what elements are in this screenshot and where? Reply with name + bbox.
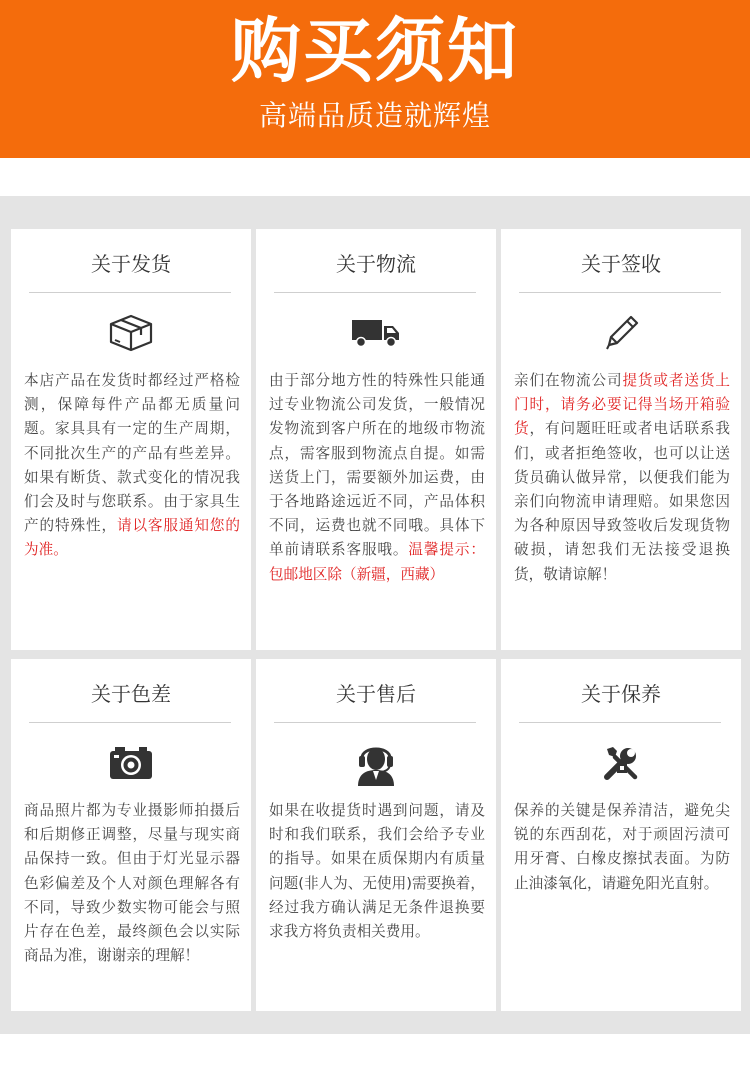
divider [519,722,721,723]
pencil-icon [501,305,741,361]
card-title: 关于物流 [336,252,416,276]
color-difference-card [11,659,251,1011]
box-icon [11,305,251,361]
card-text: 商品照片都为专业摄影师拍摄后和后期修正调整，尽量与现实商品保持一致。但由于灯光显示器色彩偏差及个人对颜色理解各有不同，导致少数实物可能会与照片存在色差，最终颜色会以实际商品为准，谢谢亲的理解！ [24,802,240,965]
divider [29,722,231,723]
page-title: 购买须知 [231,10,519,92]
maintenance-card [501,659,741,1011]
card-title: 关于售后 [336,682,416,706]
receipt-card [501,229,741,650]
card-text: 保养的关键是保养清洁，避免尖锐的东西刮花，对于顽固污渍可用牙膏、白橡皮擦拭表面。为防止油漆氧化，请避免阳光直射。 [514,802,730,892]
card-text: 如果在收提货时遇到问题，请及时和我们联系，我们会给予专业的指导。如果在质保期内有质量问题(非人为、无使用)需要换着，经过我方确认满足无条件退换要求我方将负责相关费用。 [269,802,485,941]
tools-icon [501,735,741,791]
divider [29,292,231,293]
headset-icon [256,735,496,791]
divider [274,722,476,723]
card-title: 关于色差 [91,682,171,706]
header-banner [0,0,750,158]
shipping-card [11,229,251,650]
card-title: 关于发货 [91,252,171,276]
card-text: 亲们在物流公司提货或者送货上门时，请务必要记得当场开箱验货，有问题旺旺或者电话联系我们，或者拒绝签收，也可以让送货员确认做异常，以便我们能为亲们向物流申请理赔。如果您因为各种原因导致签收后发现货物破损，请恕我们无法接受退换货，敬请谅解！ [514,372,730,583]
divider [519,292,721,293]
card-title: 关于签收 [581,252,661,276]
card-text: 由于部分地方性的特殊性只能通过专业物流公司发货，一般情况发物流到客户所在的地级市物流点，需客服到物流点自提。如需送货上门，需要额外加运费，由于各地路途远近不同，产品体积不同，运费也就不同哦。具体下单前请联系客服哦。温馨提示：包邮地区除（新疆，西藏） [269,372,485,583]
truck-icon [256,305,496,361]
logistics-card [256,229,496,650]
page-subtitle: 高端品质造就辉煌 [258,99,491,132]
after-sales-card [256,659,496,1011]
card-text: 本店产品在发货时都经过严格检测，保障每件产品都无质量问题。家具具有一定的生产周期，不同批次生产的产品有些差异。如果有断货、款式变化的情况我们会及时与您联系。由于家具生产的特殊性，请以客服通知您的为准。 [24,372,240,559]
camera-icon [11,735,251,791]
divider [274,292,476,293]
card-title: 关于保养 [581,682,661,706]
